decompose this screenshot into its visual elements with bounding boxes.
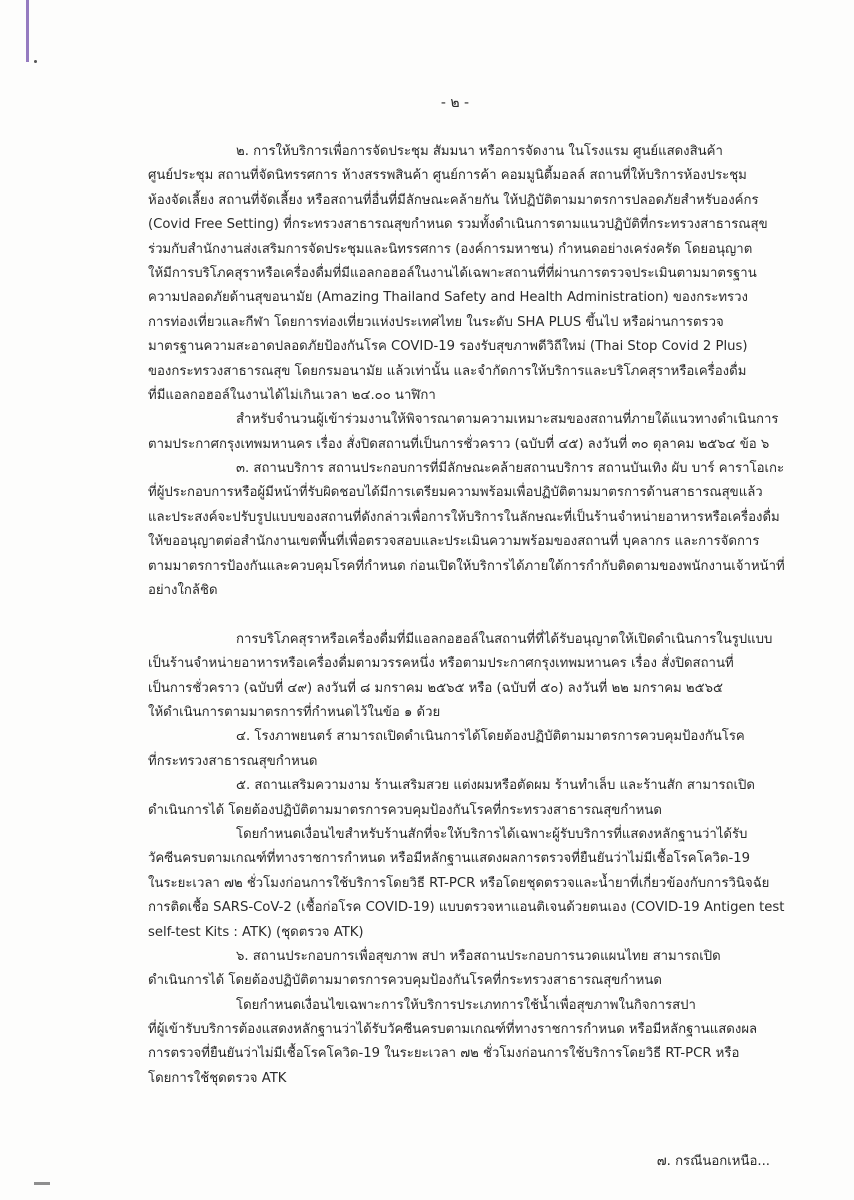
text-line: ที่กระทรวงสาธารณสุขกำหนด — [148, 753, 318, 769]
paragraph-p2 — [148, 140, 768, 408]
scan-edge-mark — [26, 0, 29, 62]
text-line: ในระยะเวลา ๗๒ ชั่วโมงก่อนการใช้บริการโดยวิธี RT-PCR หรือโดยชุดตรวจและน้ำยาที่เกี่ยวข้องกับการวินิจฉัย — [148, 875, 770, 891]
text-line: ๔. โรงภาพยนตร์ สามารถเปิดดำเนินการได้โดยต้องปฏิบัติตามมาตรการควบคุมป้องกันโรค — [236, 729, 745, 745]
text-line: ๓. สถานบริการ สถานประกอบการที่มีลักษณะคล้ายสถานบริการ สถานบันเทิง ผับ บาร์ คาราโอเกะ — [236, 461, 785, 477]
text-line: ให้ขออนุญาตต่อสำนักงานเขตพื้นที่เพื่อตรวจสอบและประเมินความพร้อมของสถานที่ บุคลากร และการจัดการ — [148, 534, 760, 550]
text-line: ให้มีการบริโภคสุราหรือเครื่องดื่มที่มีแอลกอฮอล์ในงานได้เฉพาะสถานที่ที่ผ่านการตรวจประเมินตามมาตรฐาน — [148, 265, 757, 281]
text-line: ตามประกาศกรุงเทพมหานคร เรื่อง สั่งปิดสถานที่เป็นการชั่วคราว (ฉบับที่ ๔๕) ลงวันที่ ๓๐ ตุลาคม ๒๕๖๔ ข้อ ๖ — [148, 436, 770, 452]
paragraph-p6 — [148, 945, 721, 994]
text-line: การบริโภคสุราหรือเครื่องดื่มที่มีแอลกอฮอล์ในสถานที่ที่ได้รับอนุญาตให้เปิดดำเนินการในรูปแบบ — [236, 631, 773, 647]
text-line: ที่ผู้เข้ารับบริการต้องแสดงหลักฐานว่าได้รับวัคซีนครบตามเกณฑ์ที่ทางราชการกำหนด หรือมีหลักฐานแสดงผล — [148, 1022, 758, 1038]
text-line: เป็นร้านจำหน่ายอาหารหรือเครื่องดื่มตามวรรคหนึ่ง หรือตามประกาศกรุงเทพมหานคร เรื่อง สั่งปิดสถานที่ — [148, 656, 734, 672]
paragraph-p5 — [148, 774, 755, 823]
text-line: self-test Kits : ATK) (ชุดตรวจ ATK) — [148, 924, 364, 940]
text-line: เป็นการชั่วคราว (ฉบับที่ ๔๙) ลงวันที่ ๘ มกราคม ๒๕๖๕ หรือ (ฉบับที่ ๕๐) ลงวันที่ ๒๒ มกราคม ๒๕๖๕ — [148, 680, 723, 696]
text-line: ดำเนินการได้ โดยต้องปฏิบัติตามมาตรการควบคุมป้องกันโรคที่กระทรวงสาธารณสุขกำหนด — [148, 973, 662, 989]
text-line: ๖. สถานประกอบการเพื่อสุขภาพ สปา หรือสถานประกอบการนวดแผนไทย สามารถเปิด — [236, 948, 721, 964]
text-line: การติดเชื้อ SARS-CoV-2 (เชื้อก่อโรค COVID-19) แบบตรวจหาแอนติเจนด้วยตนเอง (COVID-19 Antigen test — [148, 900, 785, 916]
text-line: ๒. การให้บริการเพื่อการจัดประชุม สัมมนา หรือการจัดงาน ในโรงแรม ศูนย์แสดงสินค้า — [236, 144, 723, 159]
text-line: วัคซีนครบตามเกณฑ์ที่ทางราชการกำหนด หรือมีหลักฐานแสดงผลการตรวจที่ยืนยันว่าไม่มีเชื้อโรคโควิด-19 — [148, 851, 751, 867]
text-line: ศูนย์ประชุม สถานที่จัดนิทรรศการ ห้างสรรพสินค้า ศูนย์การค้า คอมมูนิตี้มอลล์ สถานที่ให้บริการห้องประชุม — [148, 168, 747, 184]
scan-dot-mark — [34, 60, 37, 63]
paragraph-p2b — [148, 408, 779, 457]
paragraph-gap — [148, 603, 714, 627]
paragraph-p5b — [148, 823, 785, 945]
page-number: - ๒ - — [440, 95, 470, 111]
text-line: อย่างใกล้ชิด — [148, 583, 218, 599]
text-line: ร่วมกับสำนักงานส่งเสริมการจัดประชุมและนิทรรศการ (องค์การมหาชน) กำหนดอย่างเคร่งครัด โดยอนุญาต — [148, 241, 753, 257]
text-line: โดยกำหนดเงื่อนไขเฉพาะการให้บริการประเภทการใช้น้ำเพื่อสุขภาพในกิจการสปา — [236, 997, 696, 1013]
text-line: และประสงค์จะปรับรูปแบบของสถานที่ดังกล่าวเพื่อการให้บริการในลักษณะที่เป็นร้านจำหน่ายอาหารหรือเครื่องดื่ม — [148, 509, 780, 525]
text-line: ให้ดำเนินการตามมาตรการที่กำหนดไว้ในข้อ ๑ ด้วย — [148, 704, 441, 720]
text-line: การตรวจที่ยืนยันว่าไม่มีเชื้อโรคโควิด-19 ในระยะเวลา ๗๒ ชั่วโมงก่อนการใช้บริการโดยวิธี RT-PCR หรือ — [148, 1046, 740, 1062]
text-line: ห้องจัดเลี้ยง สถานที่จัดเลี้ยง หรือสถานที่อื่นที่มีลักษณะคล้ายกัน ให้ปฏิบัติตามมาตรการปลอดภัยสำหรับองค์กร — [148, 192, 759, 208]
text-line: มาตรฐานความสะอาดปลอดภัยป้องกันโรค COVID-19 รองรับสุขภาพดีวิถีใหม่ (Thai Stop Covid 2 Plus) — [148, 339, 748, 355]
text-line: ดำเนินการได้ โดยต้องปฏิบัติตามมาตรการควบคุมป้องกันโรคที่กระทรวงสาธารณสุขกำหนด — [148, 802, 662, 818]
scan-bottom-mark — [34, 1182, 50, 1185]
text-line: โดยการใช้ชุดตรวจ ATK — [148, 1070, 287, 1086]
continuation-text: ๗. กรณีนอกเหนือ... — [656, 1154, 770, 1169]
text-line: ของกระทรวงสาธารณสุข โดยกรมอนามัย แล้วเท่านั้น และจำกัดการให้บริการและบริโภคสุราหรือเครื่องดื่ม — [148, 363, 747, 379]
text-line: ที่ผู้ประกอบการหรือผู้มีหน้าที่รับผิดชอบได้มีการเตรียมความพร้อมเพื่อปฏิบัติตามมาตรการด้านสาธารณสุขแล้ว — [148, 485, 763, 501]
text-line: การท่องเที่ยวและกีฬา โดยการท่องเที่ยวแห่งประเทศไทย ในระดับ SHA PLUS ขึ้นไป หรือผ่านการตรวจ — [148, 314, 724, 330]
text-line: โดยกำหนดเงื่อนไขสำหรับร้านสักที่จะให้บริการได้เฉพาะผู้รับบริการที่แสดงหลักฐานว่าได้รับ — [236, 826, 748, 842]
paragraph-p3b — [148, 628, 773, 726]
document-body — [148, 140, 785, 1091]
text-line: สำหรับจำนวนผู้เข้าร่วมงานให้พิจารณาตามความเหมาะสมของสถานที่ภายใต้แนวทางดำเนินการ — [236, 412, 779, 428]
text-line: ความปลอดภัยด้านสุขอนามัย (Amazing Thailand Safety and Health Administration) ของกระทรวง — [148, 290, 748, 306]
text-line: ที่มีแอลกอฮอล์ในงานได้ไม่เกินเวลา ๒๔.๐๐ นาฬิกา — [148, 387, 436, 403]
text-line: ๕. สถานเสริมความงาม ร้านเสริมสวย แต่งผมหรือตัดผม ร้านทำเล็บ และร้านสัก สามารถเปิด — [236, 778, 755, 794]
paragraph-p3 — [148, 457, 785, 603]
text-line: (Covid Free Setting) ที่กระทรวงสาธารณสุขกำหนด รวมทั้งดำเนินการตามแนวปฏิบัติที่กระทรวงสาธารณสุข — [148, 217, 768, 233]
paragraph-p4 — [148, 725, 745, 774]
paragraph-p6b — [148, 994, 758, 1092]
text-line: ตามมาตรการป้องกันและควบคุมโรคที่กำหนด ก่อนเปิดให้บริการได้ภายใต้การกำกับติดตามของพนักงานเจ้าหน้าที่ — [148, 558, 785, 574]
